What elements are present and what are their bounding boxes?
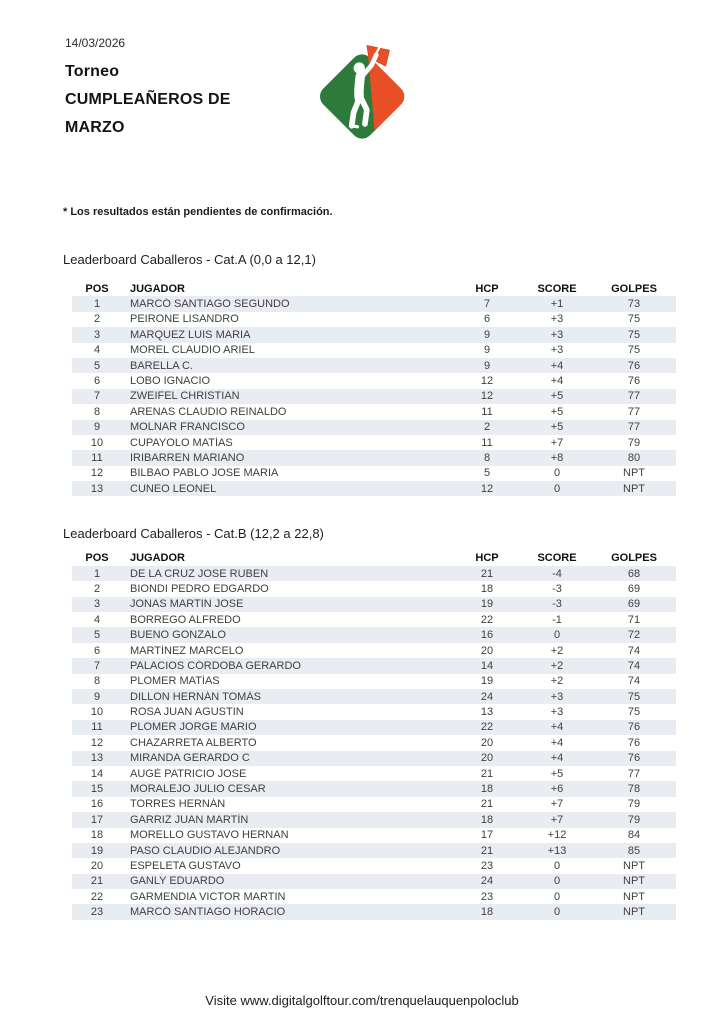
cell-jugador: BARELLA C. [130, 359, 193, 372]
cell-pos: 6 [93, 644, 101, 657]
table-row [72, 389, 676, 404]
cell-hcp: 20 [480, 644, 494, 657]
cell-golpes: NPT [623, 906, 645, 919]
col-header-score: SCORE [537, 552, 577, 565]
title-line-3: MARZO [65, 119, 125, 136]
cell-golpes: NPT [623, 482, 645, 495]
cell-pos: 13 [90, 482, 104, 495]
cell-hcp: 19 [480, 598, 494, 611]
cell-golpes: 76 [627, 375, 641, 388]
cell-golpes: 77 [627, 405, 641, 418]
table-row [72, 566, 676, 581]
cell-score: +2 [550, 644, 564, 657]
table-row [72, 843, 676, 858]
leaderboard-a-heading: Leaderboard Caballeros - Cat.A (0,0 a 12,1) [63, 252, 316, 267]
cell-jugador: BORREGO ALFREDO [130, 613, 241, 626]
cell-golpes: 75 [627, 313, 641, 326]
cell-hcp: 21 [480, 767, 494, 780]
cell-golpes: NPT [623, 467, 645, 480]
cell-hcp: 18 [480, 783, 494, 796]
cell-jugador: GANLY EDUARDO [130, 875, 225, 888]
cell-jugador: CHAZARRETA ALBERTO [130, 736, 257, 749]
cell-golpes: 74 [627, 644, 641, 657]
cell-hcp: 2 [483, 421, 491, 434]
cell-pos: 14 [90, 767, 104, 780]
cell-score: +2 [550, 675, 564, 688]
cell-score: -4 [552, 567, 562, 580]
cell-score: +3 [550, 328, 564, 341]
cell-score: 0 [553, 906, 561, 919]
table-row [72, 781, 676, 796]
col-header-hcp: HCP [475, 282, 499, 295]
cell-hcp: 8 [483, 451, 491, 464]
cell-jugador: PLOMER MATÍAS [130, 675, 220, 688]
cell-hcp: 17 [480, 829, 494, 842]
cell-jugador: MARCÓ SANTIAGO SEGUNDO [130, 298, 290, 311]
date-text: 14/03/2026 [65, 36, 126, 50]
cell-hcp: 23 [480, 890, 494, 903]
cell-score: +4 [550, 752, 564, 765]
cell-pos: 18 [90, 829, 104, 842]
cell-score: +3 [550, 706, 564, 719]
cell-golpes: 76 [627, 721, 641, 734]
cell-hcp: 21 [480, 567, 494, 580]
cell-hcp: 11 [481, 405, 493, 418]
leaderboard-b-heading: Leaderboard Caballeros - Cat.B (12,2 a 22,8) [63, 526, 324, 542]
cell-jugador: ESPELETA GUSTAVO [130, 859, 241, 872]
cell-golpes: 71 [627, 613, 641, 626]
cell-golpes: 77 [627, 767, 641, 780]
cell-jugador: PASO CLAUDIO ALEJANDRO [130, 844, 281, 857]
cell-golpes: 76 [627, 359, 641, 372]
cell-pos: 1 [93, 567, 101, 580]
cell-jugador: ZWEIFEL CHRISTIAN [130, 390, 240, 403]
table-row [72, 874, 676, 889]
leaderboard-a-rows [72, 296, 676, 496]
cell-pos: 9 [93, 690, 101, 703]
footer-url: Visite www.digitalgolftour.com/trenquelauquenpoloclub [205, 993, 519, 1008]
title-line-2: CUMPLEAÑEROS DE [65, 91, 231, 108]
table-row [72, 581, 676, 596]
table-row [72, 766, 676, 781]
cell-pos: 12 [90, 736, 104, 749]
cell-golpes: 79 [627, 813, 641, 826]
cell-hcp: 20 [480, 752, 494, 765]
table-row [72, 404, 676, 419]
cell-pos: 2 [93, 582, 101, 595]
cell-hcp: 14 [480, 659, 494, 672]
cell-hcp: 21 [480, 844, 494, 857]
cell-hcp: 9 [483, 328, 491, 341]
table-row [72, 481, 676, 496]
cell-jugador: MOLNAR FRANCISCO [130, 421, 245, 434]
table-row [72, 358, 676, 373]
cell-pos: 21 [90, 875, 104, 888]
cell-golpes: 74 [627, 675, 641, 688]
cell-score: +5 [550, 767, 564, 780]
table-row [72, 889, 676, 904]
cell-jugador: MARTÍNEZ MARCELO [130, 644, 244, 657]
cell-golpes: 79 [627, 436, 641, 449]
cell-golpes: NPT [623, 890, 645, 903]
table-row [72, 797, 676, 812]
cell-jugador: CUNEO LEONEL [130, 482, 217, 495]
cell-golpes: 80 [627, 451, 641, 464]
cell-pos: 16 [90, 798, 104, 811]
title-line-1: Torneo [65, 63, 120, 80]
cell-hcp: 18 [480, 813, 494, 826]
cell-hcp: 18 [480, 906, 494, 919]
cell-golpes: 84 [627, 829, 641, 842]
cell-jugador: MARCÓ SANTIAGO HORACIO [130, 906, 286, 919]
table-row [72, 296, 676, 311]
cell-score: -1 [552, 613, 562, 626]
cell-golpes: 75 [627, 328, 641, 341]
table-row [72, 858, 676, 873]
cell-hcp: 13 [480, 706, 494, 719]
cell-score: 0 [553, 467, 561, 480]
cell-golpes: 76 [627, 752, 641, 765]
cell-jugador: GARRIZ JUAN MARTÍN [130, 813, 249, 826]
cell-pos: 8 [93, 675, 101, 688]
cell-score: +5 [550, 421, 564, 434]
cell-pos: 12 [90, 467, 104, 480]
table-row [72, 812, 676, 827]
col-header-jugador: JUGADOR [130, 282, 186, 295]
cell-pos: 13 [90, 752, 104, 765]
cell-hcp: 18 [480, 582, 494, 595]
table-row [72, 674, 676, 689]
table-row [72, 450, 676, 465]
cell-golpes: 75 [627, 706, 641, 719]
cell-pos: 17 [90, 813, 104, 826]
cell-jugador: DILLON HERNÁN TOMÁS [130, 690, 262, 703]
cell-hcp: 24 [480, 875, 494, 888]
cell-pos: 2 [93, 313, 101, 326]
cell-hcp: 12 [480, 482, 494, 495]
cell-jugador: JONAS MARTIN JOSE [130, 598, 244, 611]
col-header-pos: POS [85, 282, 109, 295]
cell-hcp: 11 [481, 436, 493, 449]
cell-jugador: ROSA JUAN AGUSTIN [130, 706, 244, 719]
cell-jugador: ARENAS CLAUDIO REINALDO [130, 405, 287, 418]
cell-golpes: 75 [627, 690, 641, 703]
col-header-golpes: GOLPES [611, 282, 657, 295]
cell-hcp: 7 [483, 298, 491, 311]
cell-golpes: 76 [627, 736, 641, 749]
cell-pos: 19 [90, 844, 104, 857]
cell-score: +7 [550, 813, 564, 826]
cell-pos: 7 [93, 390, 101, 403]
cell-score: 0 [553, 482, 561, 495]
cell-golpes: 79 [627, 798, 641, 811]
cell-score: +12 [547, 829, 567, 842]
cell-pos: 10 [90, 706, 104, 719]
cell-score: +7 [550, 436, 564, 449]
table-row [72, 343, 676, 358]
cell-score: 0 [553, 890, 561, 903]
cell-hcp: 5 [483, 467, 491, 480]
cell-hcp: 6 [483, 313, 491, 326]
table-row [72, 312, 676, 327]
cell-jugador: PEIRONE LISANDRO [130, 313, 239, 326]
cell-pos: 4 [93, 344, 101, 357]
cell-golpes: 78 [627, 783, 641, 796]
cell-golpes: 77 [627, 390, 641, 403]
table-row [72, 751, 676, 766]
col-header-pos: POS [85, 552, 109, 565]
cell-score: +2 [550, 659, 564, 672]
cell-score: +4 [550, 359, 564, 372]
cell-pos: 20 [90, 859, 104, 872]
cell-jugador: TORRES HERNÁN [130, 798, 226, 811]
cell-score: +5 [550, 405, 564, 418]
cell-score: +1 [550, 298, 564, 311]
cell-hcp: 16 [480, 629, 494, 642]
cell-golpes: 85 [627, 844, 641, 857]
cell-golpes: 69 [627, 582, 641, 595]
table-row [72, 612, 676, 627]
table-row [72, 904, 676, 919]
cell-golpes: 74 [627, 659, 641, 672]
table-row [72, 704, 676, 719]
cell-pos: 22 [90, 890, 104, 903]
table-row [72, 643, 676, 658]
cell-score: 0 [553, 875, 561, 888]
cell-jugador: BUENO GONZALO [130, 629, 226, 642]
cell-golpes: 73 [627, 298, 641, 311]
cell-golpes: 75 [627, 344, 641, 357]
table-row [72, 420, 676, 435]
cell-pos: 4 [93, 613, 101, 626]
cell-pos: 15 [90, 783, 104, 796]
col-header-hcp: HCP [475, 552, 499, 565]
cell-hcp: 12 [480, 390, 494, 403]
cell-jugador: IRIBARREN MARIANO [130, 451, 245, 464]
table-header-row [72, 550, 676, 565]
cell-pos: 7 [93, 659, 101, 672]
cell-score: -3 [552, 582, 562, 595]
col-header-jugador: JUGADOR [130, 552, 186, 565]
table-row [72, 435, 676, 450]
cell-jugador: BILBAO PABLO JOSE MARIA [130, 467, 279, 480]
cell-jugador: GARMENDIA VICTOR MARTIN [130, 890, 286, 903]
cell-jugador: PLOMER JORGE MARIO [130, 721, 257, 734]
col-header-golpes: GOLPES [611, 552, 657, 565]
table-row [72, 327, 676, 342]
document-header [0, 0, 724, 142]
table-row [72, 466, 676, 481]
cell-hcp: 20 [480, 736, 494, 749]
leaderboard-b-rows [72, 566, 676, 920]
cell-hcp: 9 [483, 359, 491, 372]
cell-pos: 9 [93, 421, 101, 434]
cell-jugador: MIRANDA GERARDO C [130, 752, 250, 765]
cell-score: +6 [550, 783, 564, 796]
table-row [72, 597, 676, 612]
cell-jugador: AUGÉ PATRICIO JOSE [130, 767, 247, 780]
cell-score: +5 [550, 390, 564, 403]
cell-pos: 3 [93, 328, 101, 341]
table-row [72, 689, 676, 704]
cell-score: +3 [550, 690, 564, 703]
cell-pos: 5 [93, 629, 101, 642]
cell-hcp: 23 [480, 859, 494, 872]
table-header-row [72, 281, 676, 296]
cell-pos: 11 [91, 451, 103, 464]
table-row [72, 828, 676, 843]
cell-score: +13 [547, 844, 567, 857]
table-row [72, 627, 676, 642]
cell-golpes: 72 [627, 629, 641, 642]
cell-pos: 6 [93, 375, 101, 388]
cell-jugador: DE LA CRUZ JOSE RUBEN [130, 567, 269, 580]
cell-hcp: 19 [480, 675, 494, 688]
cell-pos: 1 [93, 298, 101, 311]
cell-pos: 3 [93, 598, 101, 611]
cell-score: -3 [552, 598, 562, 611]
tournament-title [65, 58, 315, 142]
cell-score: +3 [550, 313, 564, 326]
leaderboard-b-table [72, 550, 676, 919]
cell-pos: 23 [90, 906, 104, 919]
cell-score: 0 [553, 629, 561, 642]
golfer-diamond-logo-icon [312, 40, 416, 152]
cell-pos: 10 [90, 436, 104, 449]
cell-jugador: MOREL CLAUDIO ARIEL [130, 344, 255, 357]
table-row [72, 735, 676, 750]
pending-confirmation-note: * Los resultados están pendientes de confirmación. [63, 206, 333, 218]
cell-jugador: MORELLO GUSTAVO HERNAN [130, 829, 289, 842]
cell-score: +4 [550, 721, 564, 734]
cell-golpes: NPT [623, 875, 645, 888]
table-row [72, 373, 676, 388]
cell-hcp: 9 [483, 344, 491, 357]
table-row [72, 658, 676, 673]
cell-pos: 11 [91, 721, 103, 734]
cell-jugador: PALACIOS CÓRDOBA GERARDO [130, 659, 301, 672]
cell-golpes: 68 [627, 567, 641, 580]
cell-hcp: 12 [480, 375, 494, 388]
cell-score: +8 [550, 451, 564, 464]
cell-golpes: NPT [623, 859, 645, 872]
cell-golpes: 77 [627, 421, 641, 434]
cell-hcp: 21 [480, 798, 494, 811]
cell-jugador: MORALEJO JULIO CESAR [130, 783, 266, 796]
cell-score: +4 [550, 736, 564, 749]
cell-jugador: BIONDI PEDRO EDGARDO [130, 582, 269, 595]
cell-hcp: 24 [480, 690, 494, 703]
table-row [72, 720, 676, 735]
cell-score: +3 [550, 344, 564, 357]
cell-score: +4 [550, 375, 564, 388]
cell-hcp: 22 [480, 721, 494, 734]
cell-score: 0 [553, 859, 561, 872]
cell-score: +7 [550, 798, 564, 811]
cell-jugador: LOBO IGNACIO [130, 375, 211, 388]
cell-golpes: 69 [627, 598, 641, 611]
leaderboard-a-table [72, 281, 676, 496]
cell-jugador: MARQUEZ LUIS MARIA [130, 328, 251, 341]
col-header-score: SCORE [537, 282, 577, 295]
cell-jugador: CUPAYOLO MATÍAS [130, 436, 233, 449]
cell-pos: 5 [93, 359, 101, 372]
cell-pos: 8 [93, 405, 101, 418]
cell-hcp: 22 [480, 613, 494, 626]
